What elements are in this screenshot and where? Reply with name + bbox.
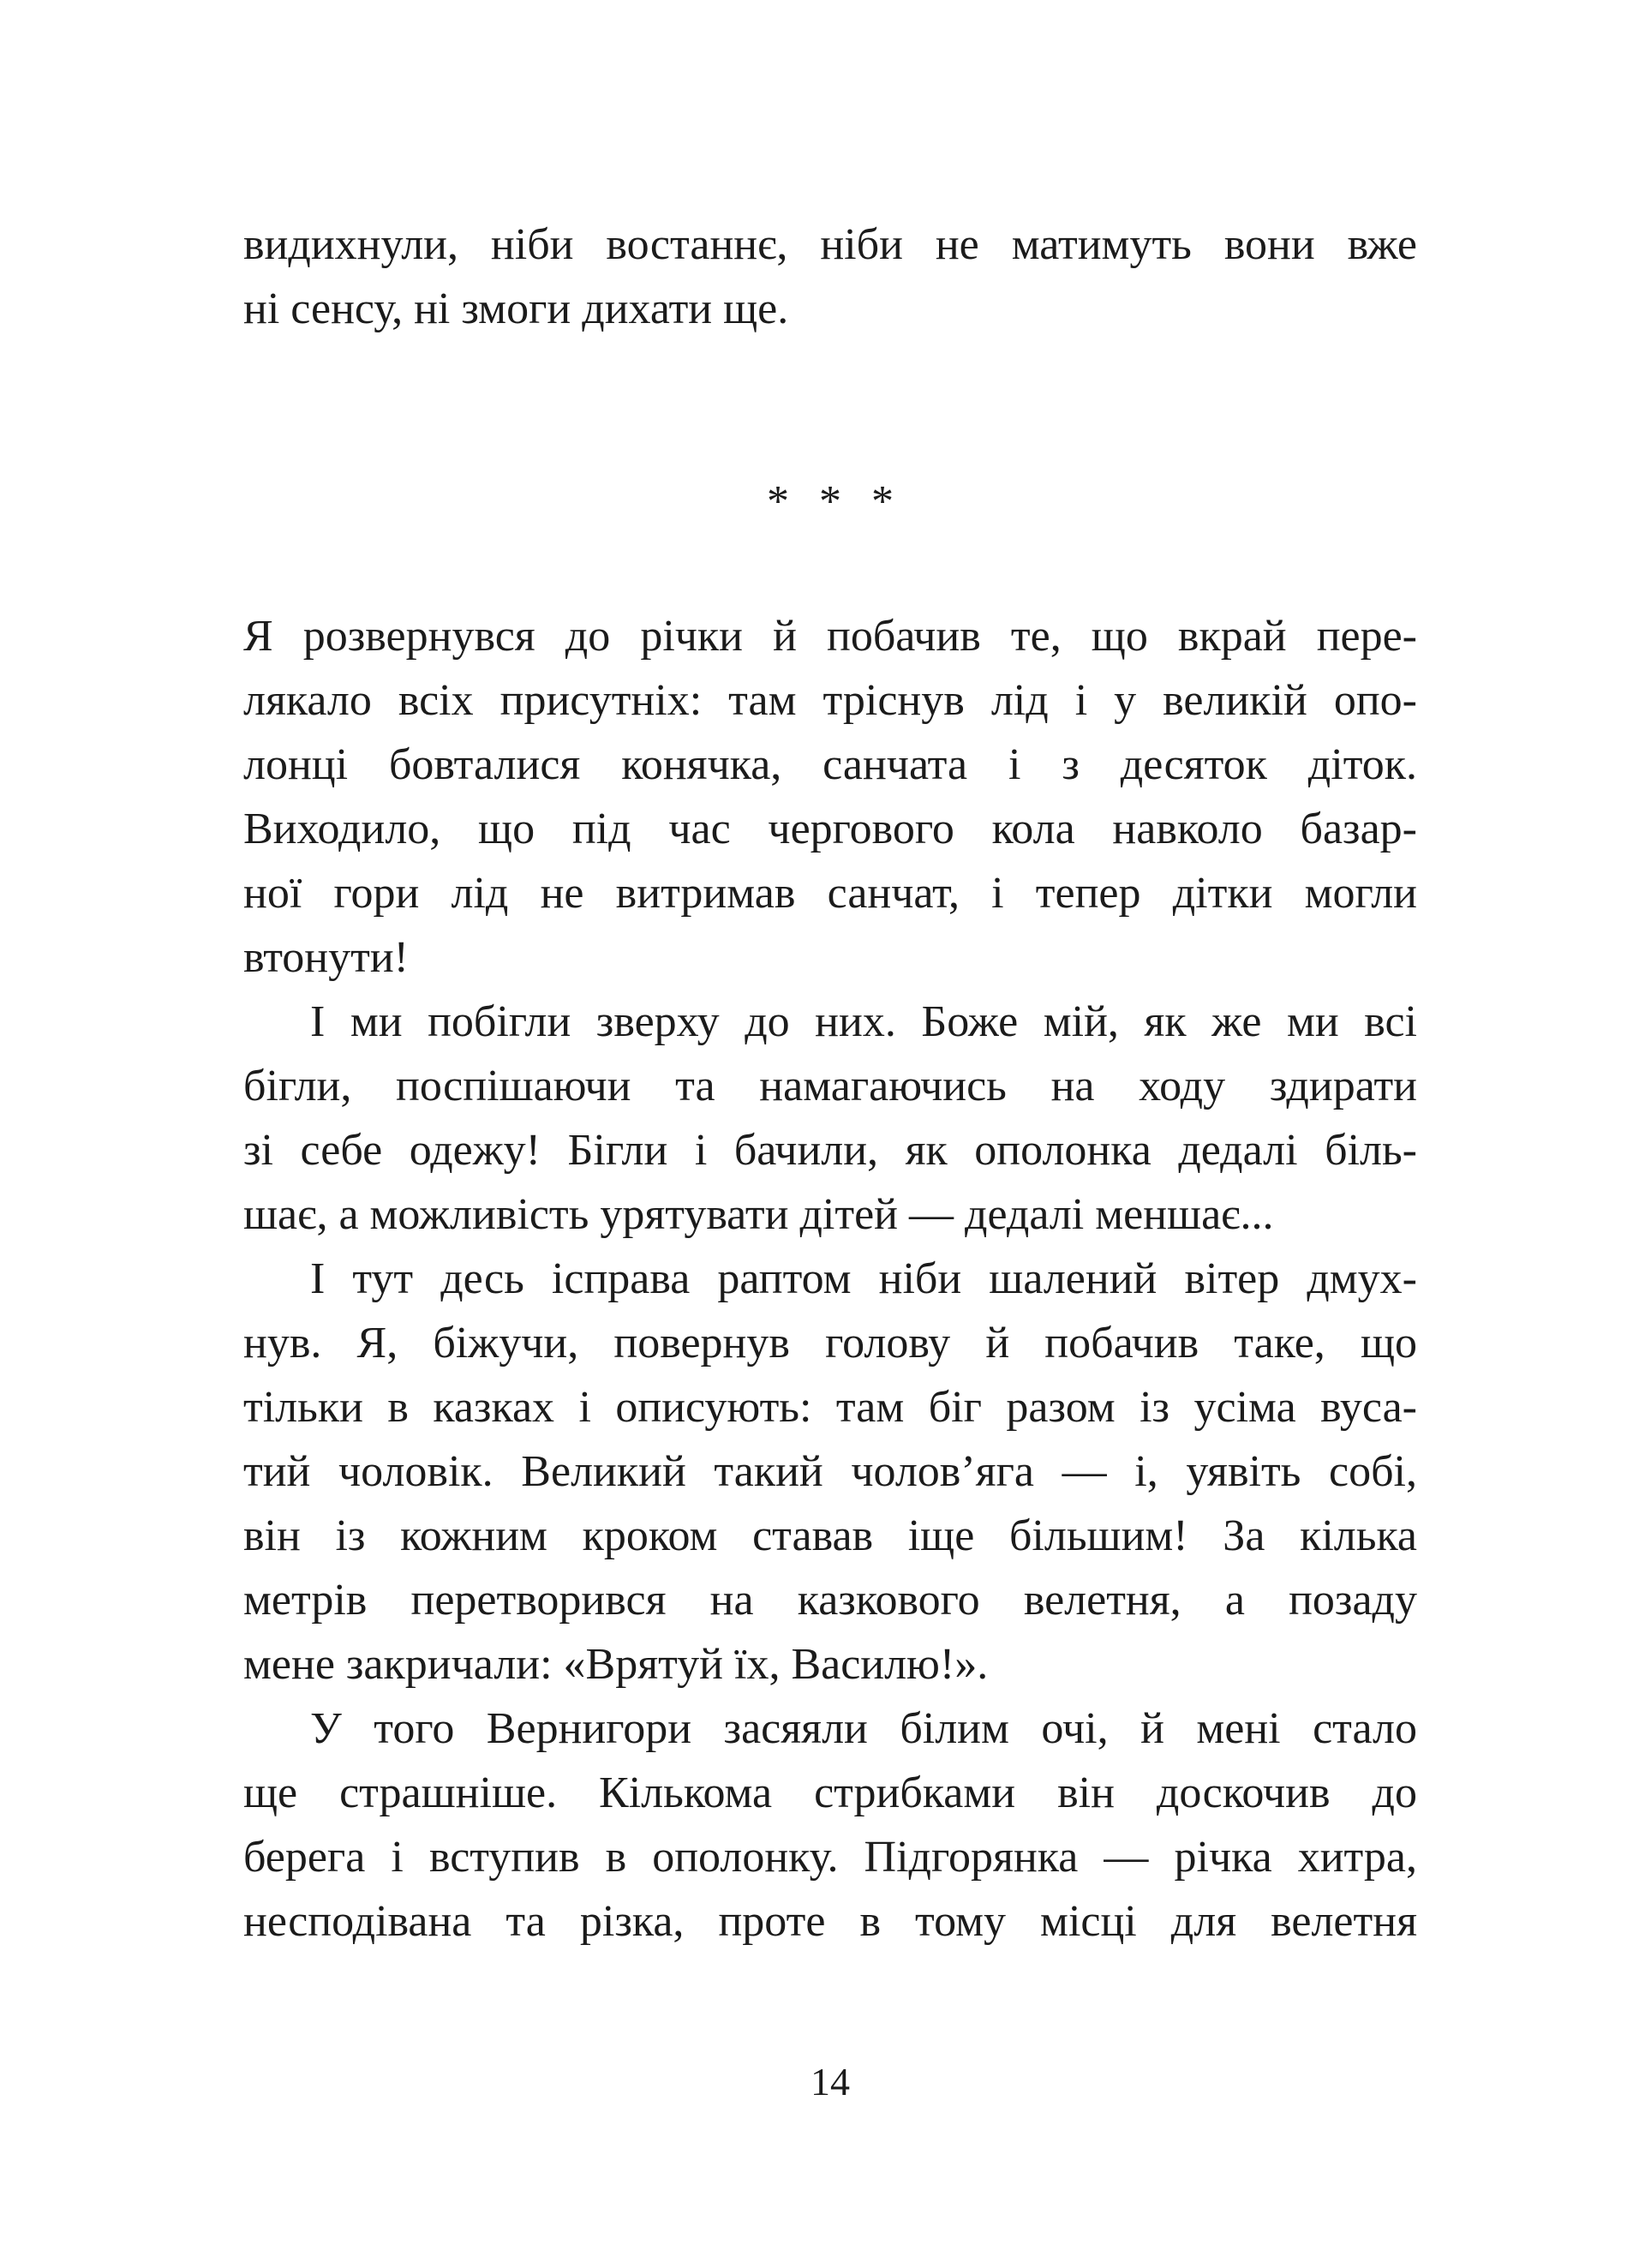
text-line: тий чоловік. Великий такий чолов’яга — і, уявіть собі,	[243, 1447, 1417, 1496]
page-number: 14	[811, 2060, 850, 2103]
text-line: ної гори лід не витримав санчат, і тепер дітки могли	[243, 869, 1417, 918]
text-line: І ми побігли зверху до них. Боже мій, як же ми всі	[310, 997, 1417, 1046]
text-line: І тут десь ісправа раптом ніби шалений вітер дмух-	[310, 1254, 1417, 1303]
text-line: берега і вступив в ополонку. Підгорянка — річка хитра,	[243, 1833, 1417, 1882]
paragraph	[243, 1247, 1417, 1697]
text-line: зі себе одежу! Бігли і бачили, як ополонка дедалі біль-	[243, 1126, 1417, 1175]
text-line: бігли, поспішаючи та намагаючись на ходу здирати	[243, 1062, 1417, 1110]
text-line: несподівана та різка, проте в тому місці для велетня	[243, 1897, 1417, 1946]
text-line: видихнули, ніби востаннє, ніби не матимуть вони вже	[243, 220, 1417, 269]
paragraph	[243, 990, 1417, 1247]
paragraph-continuation	[243, 212, 1417, 341]
text-line: Я розвернувся до річки й побачив те, що вкрай пере-	[243, 612, 1417, 661]
section-separator: * * *	[767, 477, 894, 526]
text-line: метрів перетворився на казкового велетня, а позаду	[243, 1576, 1417, 1625]
text-line: Виходило, що під час чергового кола навколо базар-	[243, 805, 1417, 853]
text-line: лякало всіх присутніх: там тріснув лід і у великій опо-	[243, 676, 1417, 725]
text-line: мене закричали: «Врятуй їх, Василю!».	[243, 1640, 989, 1689]
text-line: втонути!	[243, 933, 409, 982]
text-column	[243, 212, 1417, 1954]
text-line: лонці бовталися конячка, санчата і з десяток діток.	[243, 740, 1417, 789]
text-line: він із кожним кроком ставав іще більшим! За кілька	[243, 1511, 1417, 1560]
text-line: ні сенсу, ні змоги дихати ще.	[243, 284, 789, 333]
paragraph	[243, 604, 1417, 990]
paragraph	[243, 1697, 1417, 1954]
text-line: шає, а можливість урятувати дітей — дедалі меншає...	[243, 1190, 1274, 1239]
text-line: У того Вернигори засяяли білим очі, й мені стало	[310, 1704, 1417, 1753]
text-line: тільки в казках і описують: там біг разом із усіма вуса-	[243, 1383, 1417, 1432]
text-line: ще страшніше. Кількома стрибками він доскочив до	[243, 1768, 1417, 1817]
text-line: нув. Я, біжучи, повернув голову й побачив таке, що	[243, 1319, 1417, 1367]
